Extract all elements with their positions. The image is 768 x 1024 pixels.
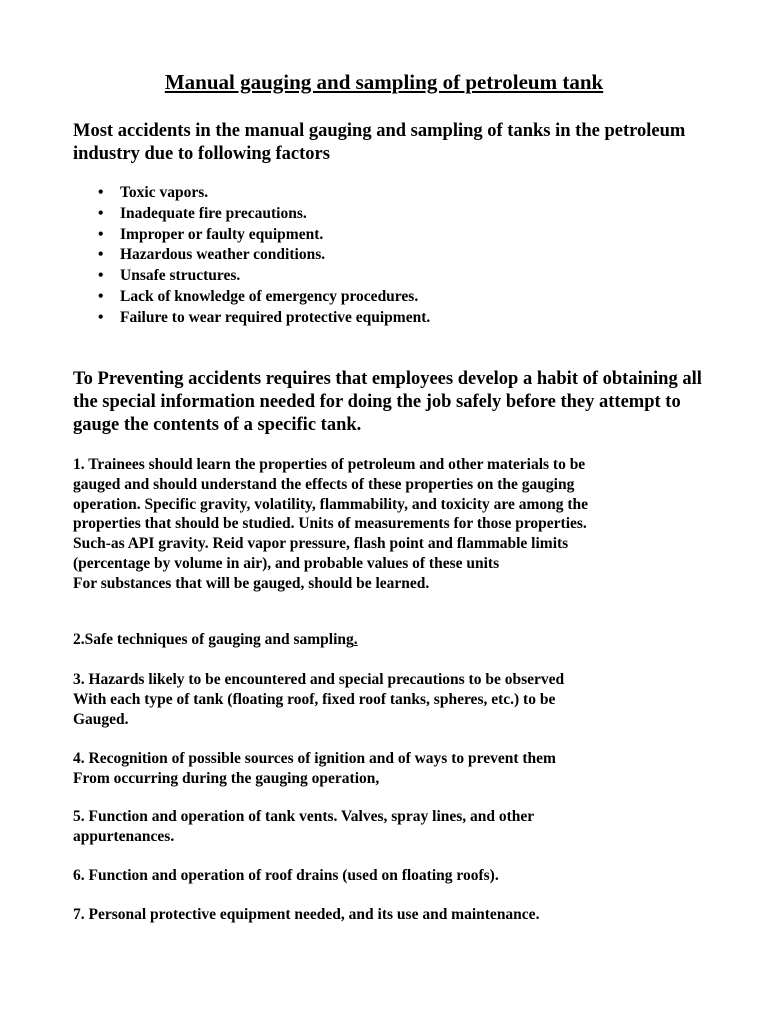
intro-paragraph: Most accidents in the manual gauging and sampling of tanks in the petroleum industry due to following factors xyxy=(73,121,686,164)
item-line: With each type of tank (floating roof, fixed roof tanks, spheres, etc.) to be xyxy=(73,690,556,708)
bullet-icon: • xyxy=(98,225,104,243)
factors-list xyxy=(73,183,430,329)
factor-text: Improper or faulty equipment. xyxy=(120,225,324,243)
item-line: (percentage by volume in air), and probable values of these units xyxy=(73,554,500,572)
item-line: For substances that will be gauged, should be learned. xyxy=(73,574,430,592)
factor-text: Unsafe structures. xyxy=(120,267,241,285)
item-line: 1. Trainees should learn the properties of petroleum and other materials to be xyxy=(73,456,586,473)
prevention-paragraph: To Preventing accidents requires that employees develop a habit of obtaining all the special information needed for doing the job safely before they attempt to gauge the contents of a specific tank. xyxy=(73,369,702,435)
bullet-icon: • xyxy=(98,246,104,264)
bullet-icon: • xyxy=(98,184,104,201)
numbered-item-2 xyxy=(73,630,693,650)
document-title: Manual gauging and sampling of petroleum tank xyxy=(164,70,604,94)
item-line: Such-as API gravity. Reid vapor pressure, flash point and flammable limits xyxy=(73,535,569,553)
item-period: . xyxy=(353,631,358,648)
factor-text: Inadequate fire precautions. xyxy=(120,204,307,222)
numbered-item-7: 7. Personal protective equipment needed, and its use and maintenance. xyxy=(73,906,540,923)
item-line: 4. Recognition of possible sources of ignition and of ways to prevent them xyxy=(73,750,556,767)
factor-text: Hazardous weather conditions. xyxy=(120,246,326,264)
bullet-icon: • xyxy=(98,287,104,305)
list-item xyxy=(73,266,430,287)
list-item xyxy=(73,245,430,266)
list-item xyxy=(73,308,430,329)
list-item xyxy=(73,225,430,246)
item-line: gauged and should understand the effects of these properties on the gauging xyxy=(73,475,575,493)
item-line: Gauged. xyxy=(73,710,129,728)
item-line: From occurring during the gauging operation, xyxy=(73,769,380,787)
list-item xyxy=(73,183,430,204)
item-line: appurtenances. xyxy=(73,827,175,845)
bullet-icon: • xyxy=(98,308,104,326)
bullet-icon: • xyxy=(98,204,104,222)
item-text: 2.Safe techniques of gauging and sampling xyxy=(73,631,354,648)
numbered-item-3 xyxy=(73,670,693,729)
numbered-item-5 xyxy=(73,807,693,847)
item-line: properties that should be studied. Units of measurements for those properties. xyxy=(73,515,587,533)
item-line: operation. Specific gravity, volatility, flammability, and toxicity are among the xyxy=(73,495,589,513)
item-line: 5. Function and operation of tank vents. Valves, spray lines, and other xyxy=(73,808,535,825)
item-line: 3. Hazards likely to be encountered and special precautions to be observed xyxy=(73,671,565,688)
numbered-item-1 xyxy=(73,455,693,594)
factor-text: Lack of knowledge of emergency procedures. xyxy=(120,287,419,305)
factor-text: Toxic vapors. xyxy=(120,184,209,201)
bullet-icon: • xyxy=(98,267,104,285)
numbered-item-4 xyxy=(73,749,693,789)
numbered-item-6: 6. Function and operation of roof drains (used on floating roofs). xyxy=(73,867,499,884)
list-item xyxy=(73,204,430,225)
factor-text: Failure to wear required protective equipment. xyxy=(120,308,431,326)
list-item xyxy=(73,287,430,308)
